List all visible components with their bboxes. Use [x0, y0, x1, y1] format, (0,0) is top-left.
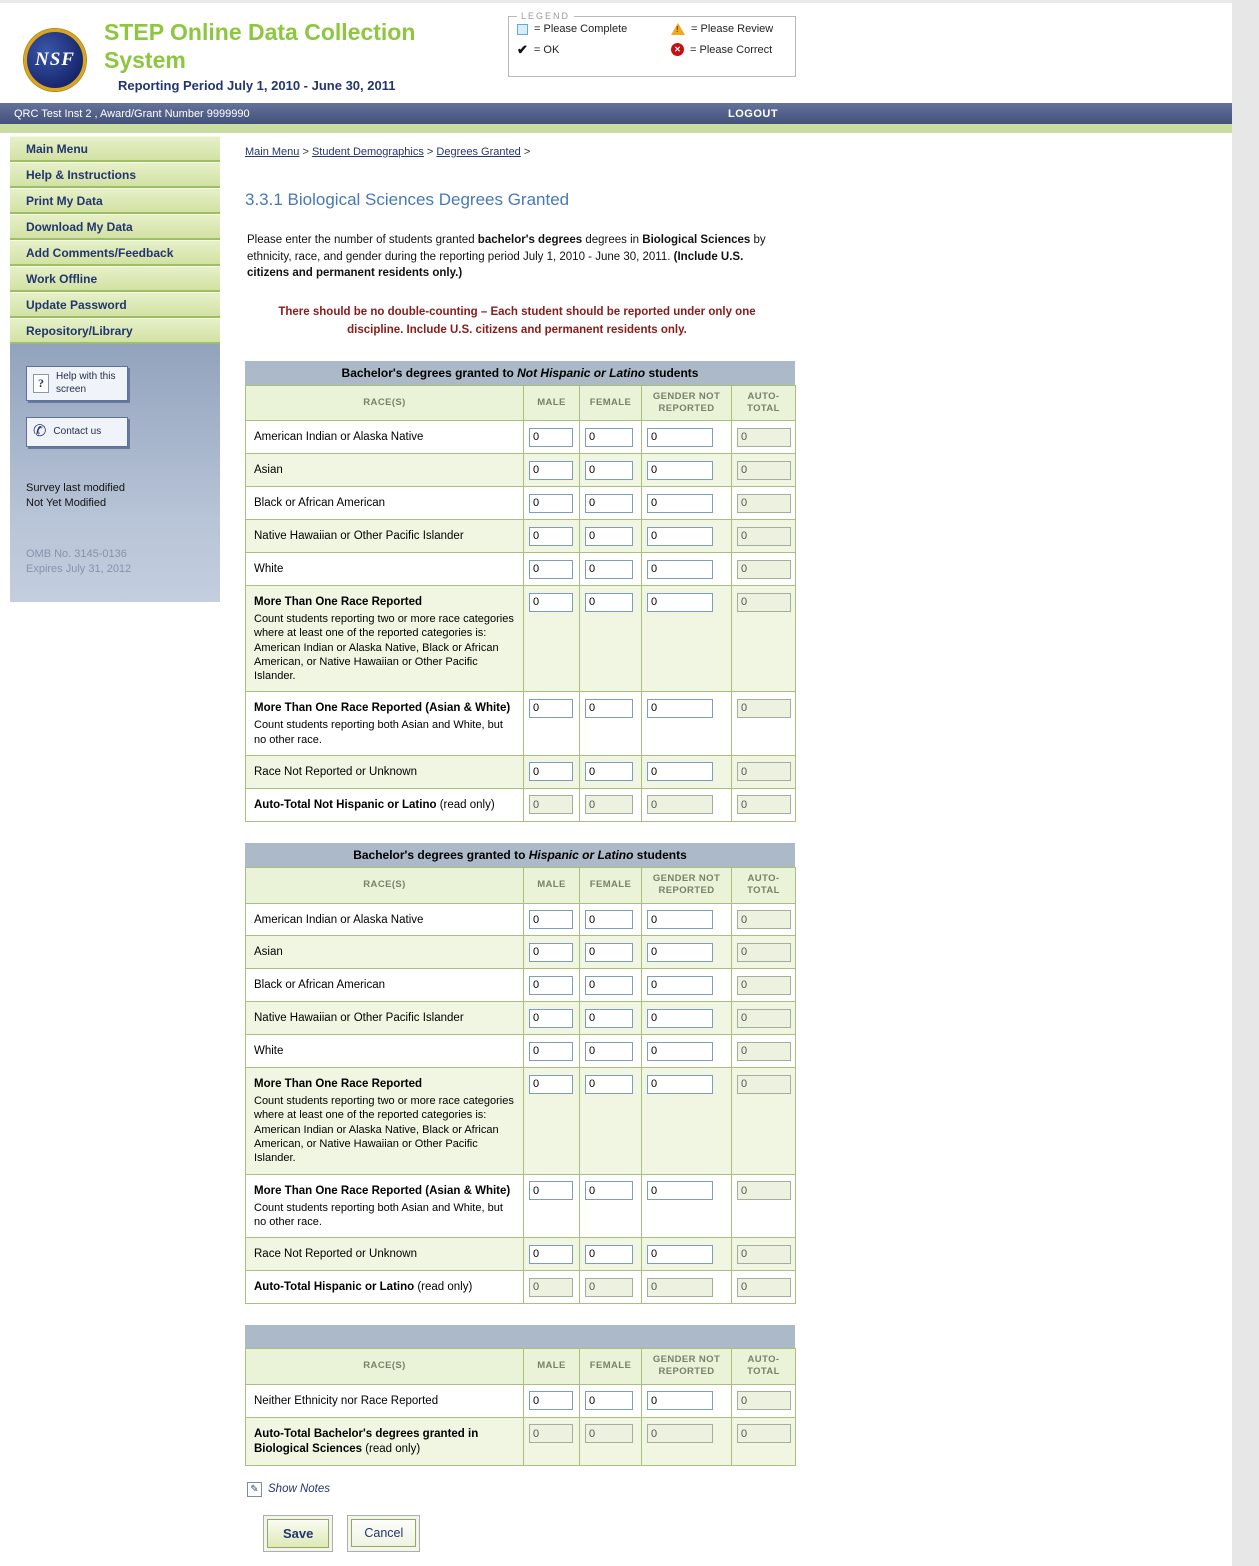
app-header [0, 3, 1232, 103]
gender-not-reported-input[interactable] [647, 1391, 713, 1410]
female-input[interactable] [585, 1009, 633, 1028]
male-cell [524, 969, 580, 1002]
male-cell [524, 421, 580, 454]
contact-button-label: Contact us [53, 425, 102, 437]
header-row [246, 385, 796, 421]
male-cell [524, 586, 580, 692]
male-input[interactable] [529, 1245, 573, 1264]
table-row [246, 969, 796, 1002]
table-row [246, 1174, 796, 1238]
female-cell [580, 454, 642, 487]
table-row [246, 936, 796, 969]
gender-not-reported-cell [642, 903, 732, 936]
action-buttons [263, 1515, 808, 1552]
header-row [246, 867, 796, 903]
omb-note [26, 547, 220, 577]
auto-total-cell [732, 487, 796, 520]
auto-total-input [737, 1278, 791, 1297]
female-input[interactable] [585, 494, 633, 513]
notes-icon [247, 1482, 262, 1497]
auto-total-cell [732, 586, 796, 692]
male-cell [524, 755, 580, 788]
gender-not-reported-cell [642, 936, 732, 969]
gender-not-reported-input[interactable] [647, 527, 713, 546]
sidebar-menu [10, 136, 220, 344]
sidebar [10, 136, 220, 602]
auto-total-input [737, 910, 791, 929]
help-button-label: Help with this screen [56, 371, 116, 395]
auto-total-input [737, 1424, 791, 1443]
male-input[interactable] [529, 1181, 573, 1200]
male-input [529, 795, 573, 814]
male-cell [524, 454, 580, 487]
auto-total-input [737, 1245, 791, 1264]
sidebar-item-print-my-data[interactable]: Print My Data [10, 188, 220, 214]
auto-total-input [737, 699, 791, 718]
auto-total-input [737, 1181, 791, 1200]
auto-total-cell [732, 692, 796, 756]
auto-total-cell [732, 903, 796, 936]
gender-not-reported-input[interactable] [647, 428, 713, 447]
table-title [245, 1325, 795, 1348]
survey-modified-note [26, 481, 220, 511]
female-input[interactable] [585, 527, 633, 546]
gender-not-reported-cell [642, 1417, 732, 1465]
gender-not-reported-cell [642, 454, 732, 487]
legend-title: LEGEND [521, 11, 571, 21]
cancel-button-frame [347, 1515, 420, 1552]
race-label-cell: Auto-Total Hispanic or Latino (read only) [246, 1271, 524, 1304]
warning-text: There should be no double-counting – Each student should be reported under only one discipline. Include U.S. citizens and permanent residents only. [278, 306, 756, 336]
table-row [246, 586, 796, 692]
male-input[interactable] [529, 699, 573, 718]
save-button-frame [263, 1515, 333, 1552]
breadcrumb-link-student-demographics[interactable]: Student Demographics [311, 146, 424, 158]
breadcrumb-link-main-menu[interactable]: Main Menu [245, 146, 300, 158]
complete-square-icon [517, 24, 528, 35]
auto-total-cell [732, 553, 796, 586]
table-row [246, 520, 796, 553]
topbar [0, 103, 1232, 124]
female-cell [580, 487, 642, 520]
legend-label: = Please Correct [690, 43, 773, 56]
race-label-cell: More Than One Race Reported (Asian & White) Count students reporting both Asian and White, but no other race. [246, 1174, 524, 1238]
table-title: Bachelor's degrees granted to Hispanic or Latino students [245, 843, 795, 867]
race-label-cell: Black or African American [246, 969, 524, 1002]
male-input[interactable] [529, 943, 573, 962]
female-input[interactable] [585, 1391, 633, 1410]
auto-total-cell [732, 421, 796, 454]
male-cell [524, 1384, 580, 1417]
race-label-cell: Native Hawaiian or Other Pacific Islander [246, 520, 524, 553]
legend-item [517, 23, 667, 35]
female-cell [580, 520, 642, 553]
breadcrumb-link-degrees-granted[interactable]: Degrees Granted [436, 146, 521, 158]
gender-not-reported-cell [642, 1271, 732, 1304]
race-label-cell: Neither Ethnicity nor Race Reported [246, 1384, 524, 1417]
gender-not-reported-cell [642, 692, 732, 756]
gender-not-reported-cell [642, 788, 732, 821]
race-label-cell: Native Hawaiian or Other Pacific Islander [246, 1002, 524, 1035]
table-row [246, 553, 796, 586]
degrees-grid [245, 385, 796, 822]
column-header: MALE [524, 867, 580, 903]
table-row [246, 1002, 796, 1035]
omb-number: OMB No. 3145-0136 [26, 547, 127, 560]
auto-total-input [737, 461, 791, 480]
female-input[interactable] [585, 943, 633, 962]
gender-not-reported-input [647, 1278, 713, 1297]
auto-total-input [737, 762, 791, 781]
gender-not-reported-cell [642, 520, 732, 553]
header-row [246, 1349, 796, 1385]
male-cell [524, 1035, 580, 1068]
legend-item [671, 23, 787, 35]
female-input[interactable] [585, 910, 633, 929]
column-header: GENDER NOT REPORTED [642, 867, 732, 903]
male-cell [524, 553, 580, 586]
female-cell [580, 1002, 642, 1035]
breadcrumb-separator: > [520, 146, 531, 158]
phone-icon [33, 422, 46, 442]
gender-not-reported-cell [642, 969, 732, 1002]
male-cell [524, 1271, 580, 1304]
table-row [246, 421, 796, 454]
gender-not-reported-input [647, 1424, 713, 1443]
degrees-table [245, 843, 808, 1304]
race-label-cell: American Indian or Alaska Native [246, 903, 524, 936]
logout-link[interactable]: LOGOUT [728, 107, 779, 120]
omb-expires: Expires July 31, 2012 [26, 562, 132, 575]
auto-total-cell [732, 788, 796, 821]
race-label-cell: Auto-Total Bachelor's degrees granted in Biological Sciences (read only) [246, 1417, 524, 1465]
male-input[interactable] [529, 527, 573, 546]
gender-not-reported-cell [642, 755, 732, 788]
auto-total-input [737, 1009, 791, 1028]
auto-total-cell [732, 1384, 796, 1417]
degrees-tables [245, 361, 808, 1466]
auto-total-input [737, 560, 791, 579]
auto-total-cell [732, 755, 796, 788]
male-input[interactable] [529, 560, 573, 579]
gender-not-reported-cell [642, 487, 732, 520]
gender-not-reported-input[interactable] [647, 1009, 713, 1028]
female-input [585, 1424, 633, 1443]
column-header: MALE [524, 385, 580, 421]
male-input[interactable] [529, 461, 573, 480]
gender-not-reported-cell [642, 421, 732, 454]
female-cell [580, 755, 642, 788]
table-row [246, 1068, 796, 1174]
female-input[interactable] [585, 560, 633, 579]
gender-not-reported-input [647, 795, 713, 814]
race-label-cell: More Than One Race Reported Count students reporting two or more race categories where at least one of the reported categories is: American Indian or Alaska Native, Black or African American, or Native Hawaiian or Other Pacific Islander. [246, 586, 524, 692]
female-input[interactable] [585, 699, 633, 718]
race-label-cell: Race Not Reported or Unknown [246, 1238, 524, 1271]
column-header: MALE [524, 1349, 580, 1385]
gender-not-reported-cell [642, 1384, 732, 1417]
table-row [246, 788, 796, 821]
reporting-period: Reporting Period July 1, 2010 - June 30, 2011 [118, 78, 396, 94]
gender-not-reported-input[interactable] [647, 910, 713, 929]
auto-total-cell [732, 969, 796, 1002]
sidebar-item-update-password[interactable]: Update Password [10, 292, 220, 318]
table-row [246, 1035, 796, 1068]
legend-label: = OK [533, 43, 560, 56]
sidebar-item-work-offline[interactable]: Work Offline [10, 266, 220, 292]
male-input[interactable] [529, 428, 573, 447]
title-block [104, 19, 454, 93]
gender-not-reported-input[interactable] [647, 494, 713, 513]
column-header: AUTO-TOTAL [732, 867, 796, 903]
auto-total-input [737, 527, 791, 546]
male-cell [524, 788, 580, 821]
race-label-cell: Auto-Total Not Hispanic or Latino (read only) [246, 788, 524, 821]
column-header: FEMALE [580, 385, 642, 421]
table-row [246, 487, 796, 520]
intro-text: Please enter the number of students granted bachelor's degrees degrees in Biological Sciences by ethnicity, race, and gender during the reporting period July 1, 2010 - June 30, 2011. (Include U.S. citizens and permanent residents only.) [247, 234, 766, 280]
male-input[interactable] [529, 976, 573, 995]
breadcrumb-separator: > [299, 146, 312, 158]
female-cell [580, 903, 642, 936]
ok-check-icon: ✔ [517, 42, 528, 57]
gender-not-reported-input[interactable] [647, 699, 713, 718]
gender-not-reported-cell [642, 586, 732, 692]
save-button[interactable]: Save [267, 1519, 329, 1548]
auto-total-input [737, 1075, 791, 1094]
column-header: FEMALE [580, 867, 642, 903]
gender-not-reported-input[interactable] [647, 1245, 713, 1264]
gender-not-reported-input[interactable] [647, 1181, 713, 1200]
female-input [585, 795, 633, 814]
nsf-logo-text: NSF [35, 49, 75, 70]
table-row [246, 755, 796, 788]
female-input[interactable] [585, 1245, 633, 1264]
degrees-table [245, 1325, 808, 1466]
column-header: GENDER NOT REPORTED [642, 1349, 732, 1385]
gender-not-reported-input[interactable] [647, 976, 713, 995]
male-input[interactable] [529, 593, 573, 612]
gender-not-reported-input[interactable] [647, 461, 713, 480]
auto-total-cell [732, 1002, 796, 1035]
table-title: Bachelor's degrees granted to Not Hispanic or Latino students [245, 361, 795, 385]
gender-not-reported-cell [642, 1174, 732, 1238]
male-input[interactable] [529, 1042, 573, 1061]
contact-us-button[interactable] [26, 417, 128, 447]
sidebar-item-help-instructions[interactable]: Help & Instructions [10, 162, 220, 188]
degrees-grid [245, 867, 796, 1304]
legend-item [671, 43, 787, 56]
female-cell [580, 421, 642, 454]
column-header: RACE(S) [246, 867, 524, 903]
degrees-table [245, 361, 808, 822]
male-cell [524, 1068, 580, 1174]
gender-not-reported-cell [642, 1068, 732, 1174]
female-input[interactable] [585, 593, 633, 612]
gender-not-reported-input[interactable] [647, 943, 713, 962]
institution-info: QRC Test Inst 2 , Award/Grant Number 9999990 [14, 107, 250, 120]
legend-item [517, 43, 667, 56]
auto-total-cell [732, 1417, 796, 1465]
race-label-cell: American Indian or Alaska Native [246, 421, 524, 454]
main-content [233, 133, 808, 1566]
male-cell [524, 1238, 580, 1271]
race-label-cell: White [246, 553, 524, 586]
female-cell [580, 1035, 642, 1068]
column-header: RACE(S) [246, 385, 524, 421]
nsf-logo [24, 29, 86, 91]
female-cell [580, 553, 642, 586]
male-input[interactable] [529, 910, 573, 929]
review-warning-icon [671, 23, 685, 35]
auto-total-input [737, 428, 791, 447]
legend-label: = Please Complete [534, 23, 628, 35]
auto-total-input [737, 1042, 791, 1061]
male-cell [524, 487, 580, 520]
table-row [246, 692, 796, 756]
auto-total-cell [732, 936, 796, 969]
breadcrumb [245, 133, 808, 158]
male-cell [524, 1002, 580, 1035]
female-input[interactable] [585, 1042, 633, 1061]
female-input[interactable] [585, 762, 633, 781]
male-cell [524, 936, 580, 969]
male-cell [524, 1417, 580, 1465]
gender-not-reported-cell [642, 1238, 732, 1271]
gender-not-reported-input[interactable] [647, 593, 713, 612]
table-row [246, 454, 796, 487]
female-cell [580, 1238, 642, 1271]
auto-total-cell [732, 1238, 796, 1271]
race-label-cell: More Than One Race Reported Count students reporting two or more race categories where at least one of the reported categories is: American Indian or Alaska Native, Black or African American, or Native Hawaiian or Other Pacific Islander. [246, 1068, 524, 1174]
breadcrumb-separator: > [423, 146, 437, 158]
table-row [246, 1271, 796, 1304]
race-label-cell: Black or African American [246, 487, 524, 520]
auto-total-cell [732, 1035, 796, 1068]
table-row [246, 1238, 796, 1271]
race-label-cell: White [246, 1035, 524, 1068]
female-cell [580, 586, 642, 692]
female-cell [580, 1384, 642, 1417]
gender-not-reported-input[interactable] [647, 1075, 713, 1094]
column-header: RACE(S) [246, 1349, 524, 1385]
auto-total-input [737, 593, 791, 612]
male-input[interactable] [529, 494, 573, 513]
sidebar-item-repository-library[interactable]: Repository/Library [10, 318, 220, 344]
divider-strip [0, 124, 1232, 133]
sidebar-item-download-my-data[interactable]: Download My Data [10, 214, 220, 240]
male-input [529, 1424, 573, 1443]
male-input[interactable] [529, 762, 573, 781]
female-cell [580, 1417, 642, 1465]
gender-not-reported-input[interactable] [647, 762, 713, 781]
auto-total-input [737, 943, 791, 962]
female-input[interactable] [585, 976, 633, 995]
show-notes-link[interactable] [247, 1482, 330, 1497]
female-input [585, 1278, 633, 1297]
column-header: AUTO-TOTAL [732, 385, 796, 421]
legend-label: = Please Review [691, 23, 774, 35]
column-header: GENDER NOT REPORTED [642, 385, 732, 421]
male-cell [524, 1174, 580, 1238]
female-input[interactable] [585, 461, 633, 480]
female-cell [580, 692, 642, 756]
male-input [529, 1278, 573, 1297]
auto-total-cell [732, 1068, 796, 1174]
table-row [246, 1417, 796, 1465]
male-input[interactable] [529, 1391, 573, 1410]
legend-items [517, 23, 787, 56]
show-notes-label: Show Notes [268, 1483, 331, 1496]
table-row [246, 1384, 796, 1417]
male-cell [524, 903, 580, 936]
male-cell [524, 520, 580, 553]
race-label-cell: More Than One Race Reported (Asian & White) Count students reporting both Asian and White, but no other race. [246, 692, 524, 756]
race-label-cell: Asian [246, 936, 524, 969]
survey-modified-label: Survey last modified [26, 482, 126, 494]
auto-total-input [737, 795, 791, 814]
column-header: FEMALE [580, 1349, 642, 1385]
gender-not-reported-cell [642, 1035, 732, 1068]
page-title: 3.3.1 Biological Sciences Degrees Granted [245, 190, 570, 209]
female-cell [580, 969, 642, 1002]
sidebar-item-main-menu[interactable]: Main Menu [10, 136, 220, 162]
app-title: STEP Online Data Collection System [104, 19, 416, 73]
gender-not-reported-input[interactable] [647, 560, 713, 579]
female-cell [580, 1068, 642, 1174]
female-cell [580, 1174, 642, 1238]
help-with-screen-button[interactable] [26, 366, 128, 401]
auto-total-input [737, 976, 791, 995]
female-cell [580, 1271, 642, 1304]
auto-total-cell [732, 454, 796, 487]
sidebar-item-add-comments-feedback[interactable]: Add Comments/Feedback [10, 240, 220, 266]
survey-modified-value: Not Yet Modified [26, 496, 107, 509]
legend-box [508, 11, 796, 77]
male-input[interactable] [529, 1009, 573, 1028]
table-row [246, 903, 796, 936]
auto-total-cell [732, 1271, 796, 1304]
sidebar-panel [10, 344, 220, 602]
auto-total-cell [732, 520, 796, 553]
female-cell [580, 936, 642, 969]
female-input[interactable] [585, 428, 633, 447]
male-input[interactable] [529, 1075, 573, 1094]
race-label-cell: Asian [246, 454, 524, 487]
auto-total-input [737, 494, 791, 513]
race-label-cell: Race Not Reported or Unknown [246, 755, 524, 788]
question-icon [33, 374, 49, 393]
auto-total-cell [732, 1174, 796, 1238]
cancel-button[interactable]: Cancel [351, 1519, 416, 1547]
female-input[interactable] [585, 1181, 633, 1200]
female-input[interactable] [585, 1075, 633, 1094]
correct-error-icon: ✕ [671, 43, 684, 56]
column-header: AUTO-TOTAL [732, 1349, 796, 1385]
auto-total-input [737, 1391, 791, 1410]
gender-not-reported-cell [642, 1002, 732, 1035]
female-cell [580, 788, 642, 821]
gender-not-reported-cell [642, 553, 732, 586]
male-cell [524, 692, 580, 756]
gender-not-reported-input[interactable] [647, 1042, 713, 1061]
